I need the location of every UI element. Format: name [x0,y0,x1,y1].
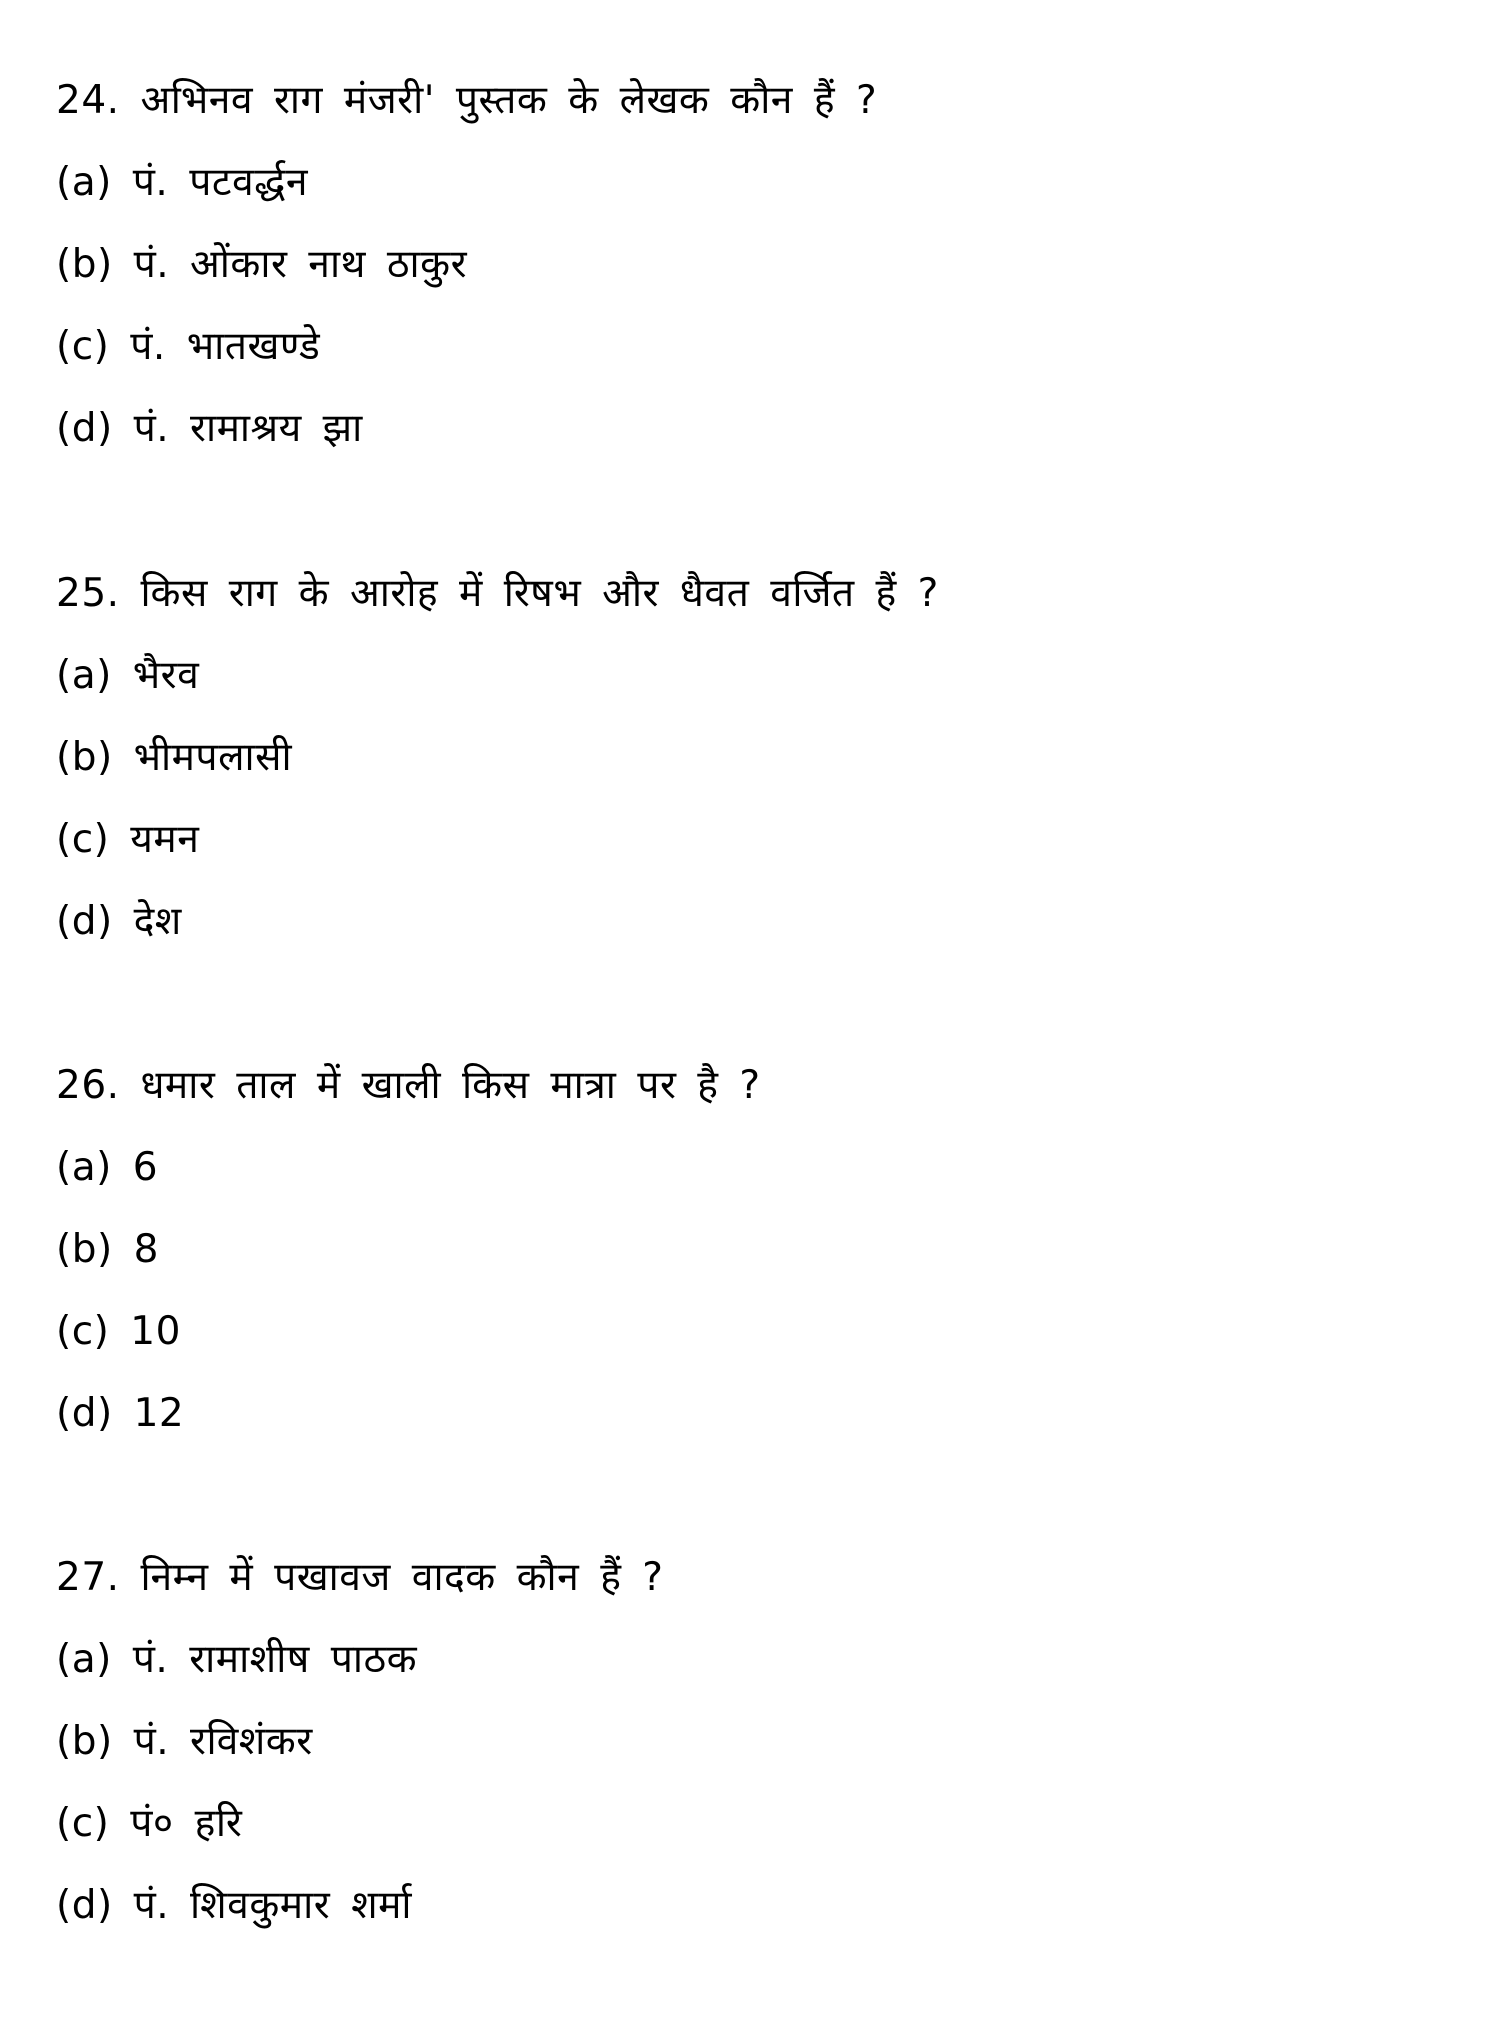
question-26 [56,1045,1456,1455]
option-label: (a) [56,160,112,205]
question-25 [56,553,1456,963]
option-text: 8 [133,1227,159,1272]
option-label: (a) [56,1637,112,1682]
option-label: (b) [56,735,113,780]
option-a [56,1127,1456,1209]
option-text: पं. रामाशीष पाठक [132,1637,418,1682]
question-number: 27. [56,1555,120,1600]
option-label: (d) [56,1391,113,1436]
option-c [56,1291,1456,1373]
option-label: (c) [56,324,110,369]
question-stem: अभिनव राग मंजरी' पुस्तक के लेखक कौन हैं ? [140,78,878,123]
option-label: (d) [56,899,113,944]
question-number: 25. [56,571,120,616]
option-c [56,799,1456,881]
question-stem: निम्न में पखावज वादक कौन हैं ? [140,1555,664,1600]
question-number: 24. [56,78,120,123]
option-text: पं. रामाश्रय झा [133,406,363,451]
option-c [56,306,1456,388]
option-d [56,1865,1456,1947]
option-label: (c) [56,817,110,862]
option-text: पं. पटवर्द्धन [132,160,308,205]
option-a [56,635,1456,717]
option-c [56,1783,1456,1865]
option-text: देश [133,899,182,944]
option-b [56,1701,1456,1783]
question-24 [56,60,1456,470]
option-text: भीमपलासी [133,735,293,780]
option-label: (a) [56,1145,112,1190]
question-number: 26. [56,1063,120,1108]
option-label: (b) [56,1227,113,1272]
option-text: 12 [133,1391,185,1436]
option-label: (b) [56,1719,113,1764]
question-stem: धमार ताल में खाली किस मात्रा पर है ? [140,1063,761,1108]
option-d [56,388,1456,470]
option-text: भैरव [132,653,200,698]
option-b [56,224,1456,306]
option-label: (d) [56,1883,113,1928]
option-text: यमन [130,817,200,862]
option-label: (d) [56,406,113,451]
option-label: (a) [56,653,112,698]
option-text: 6 [132,1145,159,1190]
option-label: (c) [56,1801,110,1846]
option-d [56,881,1456,963]
question-text [56,1045,1456,1127]
question-text [56,1537,1456,1619]
option-a [56,142,1456,224]
option-text: पं. भातखण्डे [130,324,321,369]
option-label: (c) [56,1309,110,1354]
option-text: 10 [130,1309,181,1354]
question-stem: किस राग के आरोह में रिषभ और धैवत वर्जित हैं ? [140,571,939,616]
option-a [56,1619,1456,1701]
option-text: पं. रविशंकर [133,1719,313,1764]
question-text [56,60,1456,142]
question-27 [56,1537,1456,1947]
option-text: पं. शिवकुमार शर्मा [133,1883,413,1928]
option-text: पं. ओंकार नाथ ठाकुर [133,242,468,287]
option-text: पं० हरि [130,1801,243,1846]
option-label: (b) [56,242,113,287]
option-d [56,1373,1456,1455]
option-b [56,1209,1456,1291]
question-text [56,553,1456,635]
option-b [56,717,1456,799]
